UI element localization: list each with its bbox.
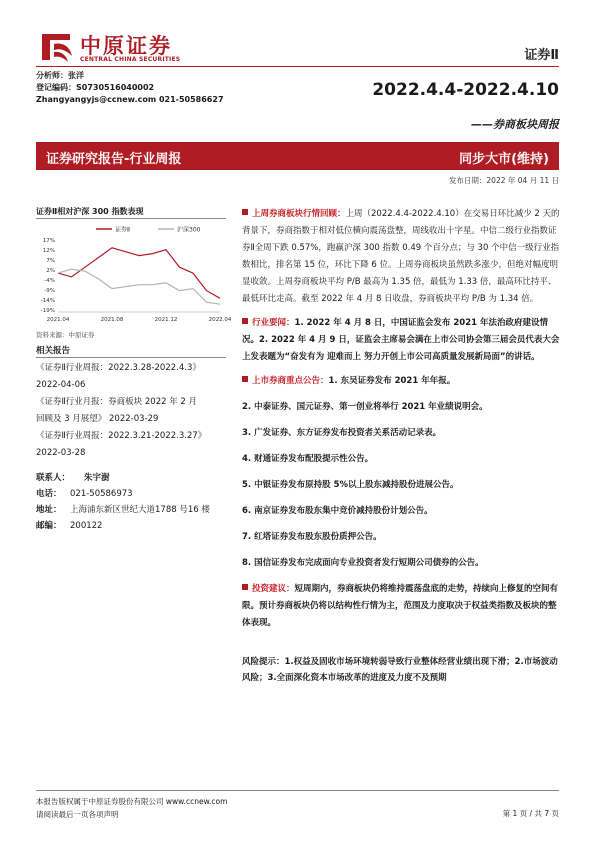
- legend-label: 沪深300: [177, 226, 201, 234]
- performance-chart: [36, 222, 232, 326]
- contact-address: 上海浦东新区世纪大道1788 号16 楼: [70, 505, 210, 515]
- announcement-item: 2. 中泰证券、国元证券、第一创业将举行 2021 年业绩说明会。: [242, 402, 488, 412]
- contact-zip-label: 邮编：: [36, 521, 62, 531]
- industry-news-heading: 行业要闻：: [252, 318, 295, 328]
- footer-divider: [36, 790, 559, 791]
- logo-mark-icon: [36, 30, 76, 64]
- related-reports-list: [36, 360, 231, 462]
- report-date-range: 2022.4.4-2022.4.10: [372, 80, 559, 100]
- investment-advice-text: 短周期内，券商板块仍将维持震荡盘底的走势，持续向上修复的空间有限。预计券商板块仍将以结构性行情为主，范围及力度取决于权益类指数及板块的整体表现。: [242, 584, 559, 628]
- header-divider: [36, 66, 559, 67]
- sector-tag: 证券Ⅱ: [524, 48, 559, 63]
- publish-date: 发布日期：2022 年 04 月 11 日: [448, 176, 559, 185]
- contact-phone: 021-50586973: [70, 489, 133, 499]
- report-body: [242, 206, 560, 639]
- contact-phone-row: [36, 486, 236, 502]
- page-number: 第 1 页 / 共 7 页: [502, 809, 559, 818]
- x-tick-label: 2021.12: [154, 317, 178, 323]
- contact-phone-label: 电话：: [36, 489, 62, 499]
- contact-address-row: [36, 502, 236, 518]
- report-rating: 同步大市(维持): [459, 152, 549, 167]
- x-tick-label: 2021.04: [46, 317, 70, 323]
- bullet-icon: [242, 584, 248, 590]
- y-tick-label: -19%: [40, 308, 55, 314]
- y-tick-label: 2%: [46, 268, 55, 274]
- related-reports-title: 相关报告: [36, 346, 71, 356]
- contact-person-row: [36, 470, 236, 486]
- footer-left: [36, 795, 227, 821]
- analyst-registration: 登记编码：S0730516040002: [36, 83, 155, 92]
- announcement-item: 8. 国信证券发布完成面向专业投资者发行短期公司债券的公告。: [242, 558, 484, 568]
- y-tick-label: -4%: [44, 278, 55, 284]
- contact-zip-row: [36, 518, 236, 534]
- contact-zip: 200122: [70, 521, 103, 531]
- announcements-heading: 上市券商重点公告：: [252, 376, 329, 386]
- industry-news-paragraph: [242, 315, 560, 366]
- announcement-item: 3. 广发证券、东方证券发布投资者关系活动记录表。: [242, 428, 442, 438]
- analyst-name: 分析师：张洋: [36, 71, 84, 80]
- related-report-line[interactable]: 《证券Ⅱ行业周报：2022.3.21-2022.3.27》: [36, 431, 207, 441]
- contact-block: [36, 470, 236, 534]
- copyright-text: 本报告版权属于中原证券股份有限公司 www.ccnew.com: [36, 797, 228, 806]
- bullet-icon: [242, 318, 248, 324]
- related-report-line: 2022-03-28: [36, 448, 86, 458]
- bullet-icon: [242, 209, 248, 215]
- analyst-contact: Zhangyangyjs@ccnew.com 021-50586627: [36, 95, 224, 104]
- announcement-item: 7. 红塔证券发布股东股份质押公告。: [242, 532, 382, 542]
- x-tick-label: 2022.04: [208, 317, 232, 323]
- logo-english-name: CENTRAL CHINA SECURITIES: [80, 56, 181, 63]
- related-report-line[interactable]: 《证券Ⅱ行业周报：2022.3.28-2022.4.3》: [36, 363, 201, 373]
- related-report-line[interactable]: 《证券Ⅱ行业月报：券商板块 2022 年 2 月: [36, 397, 198, 407]
- y-tick-label: 12%: [42, 248, 55, 254]
- legend-label: 证券Ⅱ: [115, 226, 130, 234]
- analyst-info: [36, 70, 224, 106]
- chart-title-divider: [36, 218, 226, 219]
- announcement-item: 6. 南京证券发布股东集中竞价减持股份计划公告。: [242, 506, 433, 516]
- y-tick-label: 7%: [46, 258, 55, 264]
- x-tick-label: 2021.08: [100, 317, 124, 323]
- contact-address-label: 地址：: [36, 505, 62, 515]
- report-type: 证券研究报告-行业周报: [46, 152, 182, 167]
- industry-news-text: 1. 2022 年 4 月 8 日，中国证监会发布 2021 年法治政府建设情况。2. 2022 年 4 月 9 日，证监会主席易会满在上市公司协会第三届会员代表大会上发表题为“奋发有为 迎难而上 努力开创上市公司高质量发展新局面”的讲话。: [242, 318, 560, 362]
- market-review-heading: 上周券商板块行情回顾：: [252, 209, 346, 219]
- related-report-line: 2022-04-06: [36, 380, 86, 390]
- related-report-line[interactable]: 回顾及 3 月展望》 2022-03-29: [36, 414, 159, 424]
- contact-person-label: 联系人：: [36, 473, 71, 483]
- y-tick-label: 17%: [42, 238, 55, 244]
- logo-chinese-name: 中原证券: [80, 33, 172, 58]
- risk-warning: 风险提示：1.权益及固收市场环境转弱导致行业整体经营业绩出现下滑；2.市场波动风险；3.全面深化资本市场改革的进度及力度不及预期: [242, 657, 558, 683]
- bullet-icon: [242, 376, 248, 382]
- announcement-item: 5. 中银证券发布原持股 5%以上股东减持股份进展公告。: [242, 480, 459, 490]
- announcements-first-item: 1. 东吴证券发布 2021 年年报。: [328, 376, 456, 386]
- announcements-paragraph: [242, 373, 560, 390]
- investment-advice-paragraph: [242, 581, 560, 632]
- company-logo: [36, 30, 186, 66]
- chart-title: 证券Ⅱ相对沪深 300 指数表现: [36, 207, 144, 216]
- disclaimer-text: 请阅读最后一页各项声明: [36, 810, 119, 819]
- related-reports-divider: [36, 357, 226, 358]
- contact-person: 朱宇澍: [84, 473, 110, 483]
- market-review-paragraph: [242, 206, 560, 308]
- series-line: [58, 269, 220, 304]
- report-banner: [36, 142, 559, 170]
- investment-advice-heading: 投资建议：: [252, 584, 295, 594]
- market-review-text: 上周（2022.4.4-2022.4.10）在交易日环比减少 2 天的背景下，券商指数于相对低位横向震荡盘整，周线收出十字星。中信二级行业指数证券Ⅱ全周下跌 0.57%，跑赢沪深 300 指数 0.49 个百分点；与 30 个中信一级行业指数相比，排名第 15 位，环比下降 6 位。上周券商板块虽然跌多涨少，但绝对幅度明显收敛。上周券商板块平均 P/B 最高为 1.35 倍，最低为 1.33 倍，最高环比持平、最低环比走高。截至 2022 年 4 月 8 日收盘，券商板块平均 P/B 为 1.34 倍。: [242, 209, 560, 304]
- report-subtitle: ——券商板块周报: [471, 118, 559, 131]
- chart-source: 资料来源：中原证券: [36, 331, 95, 339]
- announcement-item: 4. 财通证券发布配股提示性公告。: [242, 454, 374, 464]
- y-tick-label: -9%: [44, 288, 55, 294]
- y-tick-label: -14%: [40, 298, 55, 304]
